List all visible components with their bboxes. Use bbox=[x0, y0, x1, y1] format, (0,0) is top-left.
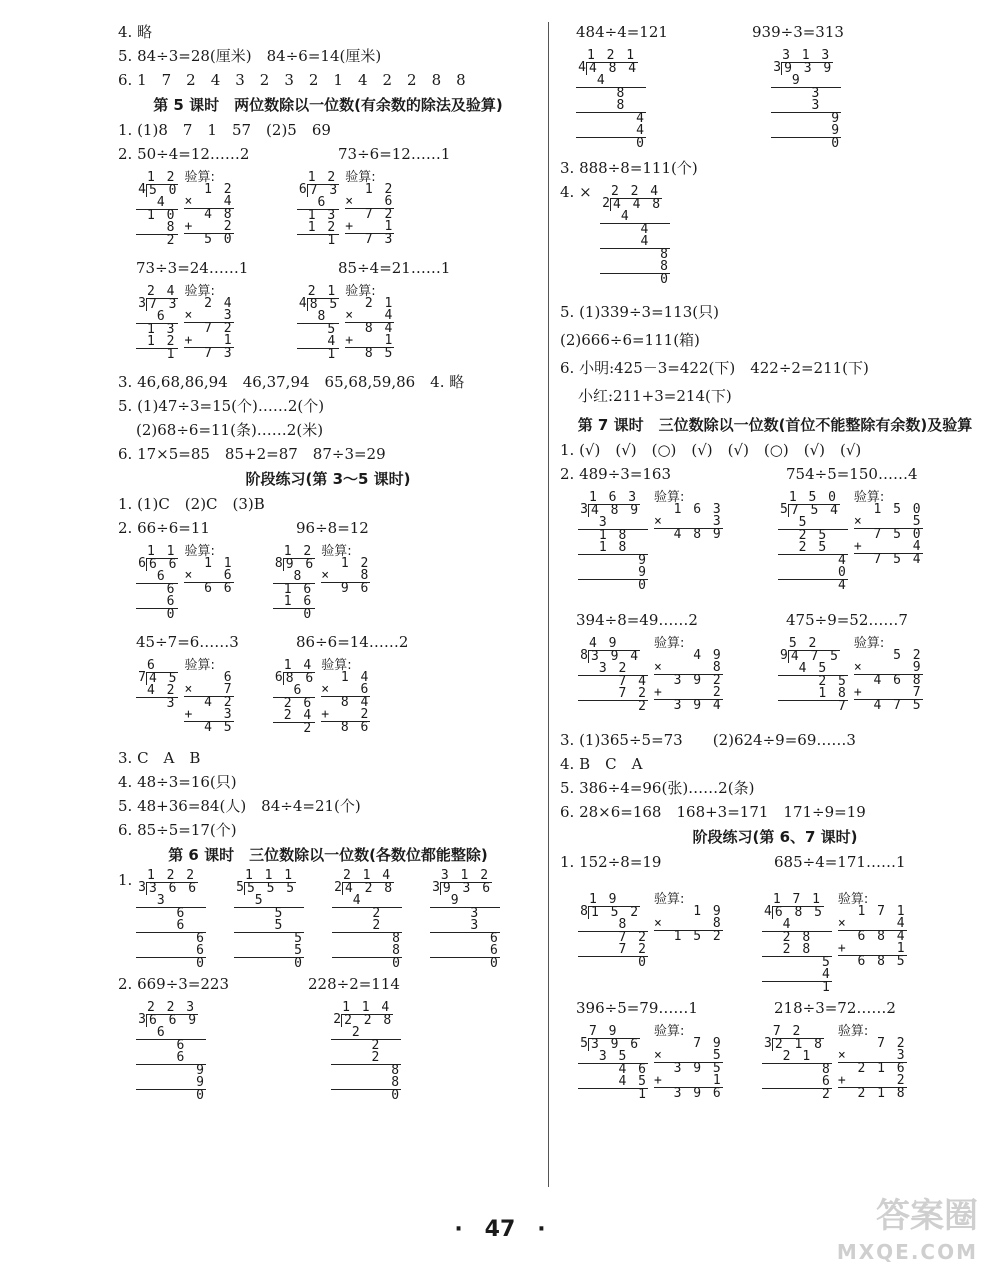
answer-line: 4. 略 bbox=[118, 23, 153, 41]
answer-line: 5. 84÷3=28(厘米) 84÷6=14(厘米) bbox=[118, 47, 382, 65]
answer-line: 6. 28×6=168 168+3=171 171÷9=19 bbox=[560, 803, 866, 821]
answer-line: 5. 386÷4=96(张)……2(条) bbox=[560, 779, 755, 797]
answer-line: 3. C A B bbox=[118, 749, 201, 767]
answer-line: 2. 50÷4=12……2 bbox=[118, 145, 250, 163]
answer-line: 228÷2=114 bbox=[308, 975, 400, 993]
long-division-group: 2 2 3 3 6 6 9 6 6 6 9 9 0 1 1 4 2 2 2 8 2 2 2 8 8 0 bbox=[118, 996, 538, 1106]
long-division-group: 4 9 8 3 9 4 3 2 7 4 7 2 2 验算: 4 9 × 8 3 9 2 + 2 3 9 4 5 2 9 4 7 5 4 5 2 5 1 8 7 验算: 5 2 × 9 4 6 8 + 7 4 7 5 bbox=[560, 632, 990, 728]
answer-line: 73÷6=12……1 bbox=[338, 145, 451, 163]
answer-line: (2)666÷6=111(箱) bbox=[560, 331, 700, 349]
answer-line: 5. 48+36=84(人) 84÷4=21(个) bbox=[118, 797, 361, 815]
left-column bbox=[118, 20, 538, 1106]
answer-line: 小红:211+3=214(下) bbox=[578, 387, 732, 405]
page-number: · 47 · bbox=[454, 1217, 546, 1242]
watermark-logo: 答案圈 MXQE.COM bbox=[836, 1196, 978, 1264]
answer-line: 5. (1)47÷3=15(个)……2(个) bbox=[118, 397, 325, 415]
long-division-group: 1 2 1 4 4 8 4 4 8 8 4 4 0 3 1 3 3 9 3 9 9 3 3 9 9 0 bbox=[560, 44, 990, 156]
answer-line: 4. B C A bbox=[560, 755, 643, 773]
answer-line: 754÷5=150……4 bbox=[786, 465, 918, 483]
section-heading: 第 7 课时 三位数除以一位数(首位不能整除有余数)及验算 bbox=[577, 416, 973, 434]
long-division-group: 4. × 2 2 4 2 4 4 8 4 4 4 8 8 0 bbox=[560, 183, 670, 287]
right-column bbox=[560, 20, 990, 1108]
answer-line: 6. 1 7 2 4 3 2 3 2 1 4 2 2 8 8 bbox=[118, 71, 466, 89]
answer-line: 45÷7=6……3 bbox=[136, 633, 239, 651]
answer-line: 86÷6=14……2 bbox=[296, 633, 409, 651]
column-divider bbox=[548, 22, 549, 1187]
answer-line: 394÷8=49……2 bbox=[576, 611, 698, 629]
long-division-group: 2 4 3 7 3 6 1 3 1 2 1 验算: 2 4 × 3 7 2 + 1 7 3 2 1 4 8 5 8 5 4 1 验算: 2 1 × 4 8 4 + 1 8 5 bbox=[118, 280, 538, 370]
answer-line: 3. 46,68,86,94 46,37,94 65,68,59,86 4. 略 bbox=[118, 373, 465, 391]
answer-line: 1. (1)8 7 1 57 (2)5 69 bbox=[118, 121, 331, 139]
answer-line: 685÷4=171……1 bbox=[774, 853, 906, 871]
answer-line: (2)68÷6=11(条)……2(米) bbox=[136, 421, 324, 439]
long-division-group: 1. 1 2 2 3 3 6 6 3 6 6 6 6 0 1 1 1 5 5 5 5 5 5 5 5 5 0 2 1 4 2 4 2 8 4 2 2 8 8 0 3 1 2 3 9 3 6 9 3 3 6 6 0 bbox=[118, 868, 500, 971]
long-division-group: 1 1 6 6 6 6 6 6 0 验算: 1 1 × 6 6 6 1 2 8 9 6 8 1 6 1 6 0 验算: 1 2 × 8 9 6 bbox=[118, 540, 538, 630]
answer-line: 1. (1)C (2)C (3)B bbox=[118, 495, 265, 513]
long-division-group: 6 7 4 5 4 2 3 验算: 6 × 7 4 2 + 3 4 5 1 4 6 8 6 6 2 6 2 4 2 验算: 1 4 × 6 8 4 + 2 8 6 bbox=[118, 654, 538, 746]
answer-line: 5. (1)339÷3=113(只) bbox=[560, 303, 719, 321]
section-heading: 阶段练习(第 3～5 课时) bbox=[245, 470, 411, 488]
section-heading: 第 6 课时 三位数除以一位数(各数位都能整除) bbox=[168, 846, 488, 864]
section-heading: 第 5 课时 两位数除以一位数(有余数的除法及验算) bbox=[153, 96, 503, 114]
answer-line: 6. 85÷5=17(个) bbox=[118, 821, 237, 839]
long-division-group: 7 9 5 3 9 6 3 5 4 6 4 5 1 验算: 7 9 × 5 3 9 5 + 1 3 9 6 7 2 3 2 1 8 2 1 8 6 2 验算: 7 2 × 3 2 1 6 + 2 2 1 8 bbox=[560, 1020, 990, 1108]
section-heading: 阶段练习(第 6、7 课时) bbox=[692, 828, 858, 846]
answer-line: 2. 489÷3=163 bbox=[560, 465, 672, 483]
answer-line: 396÷5=79……1 bbox=[576, 999, 698, 1017]
long-division-group: 1 6 3 3 4 8 9 3 1 8 1 8 9 9 0 验算: 1 6 3 × 3 4 8 9 1 5 0 5 7 5 4 5 2 5 2 5 4 0 4 验算: 1 5 0 × 5 7 5 0 + 4 7 5 4 bbox=[560, 486, 990, 608]
answer-line: 4. 48÷3=16(只) bbox=[118, 773, 237, 791]
answer-line: 939÷3=313 bbox=[752, 23, 844, 41]
answer-line: 484÷4=121 bbox=[576, 23, 668, 41]
answer-line: 6. 17×5=85 85+2=87 87÷3=29 bbox=[118, 445, 386, 463]
answer-line: 3. 888÷8=111(个) bbox=[560, 159, 698, 177]
answer-line: 1. (√) (√) (○) (√) (√) (○) (√) (√) bbox=[560, 441, 862, 459]
answer-line: 2. 669÷3=223 bbox=[118, 975, 230, 993]
long-division-group: 1 9 8 1 5 2 8 7 2 7 2 0 验算: 1 9 × 8 1 5 2 1 7 1 4 6 8 5 4 2 8 2 8 5 4 1 验算: 1 7 1 × 4 6 8 4 + 1 6 8 5 bbox=[560, 874, 990, 996]
answer-line: 6. 小明:425－3=422(下) 422÷2=211(下) bbox=[560, 359, 869, 377]
answer-line: 218÷3=72……2 bbox=[774, 999, 896, 1017]
answer-line: 1. 152÷8=19 bbox=[560, 853, 662, 871]
long-division-group: 1 2 4 5 0 4 1 0 8 2 验算: 1 2 × 4 4 8 + 2 5 0 1 2 6 7 3 6 1 3 1 2 1 验算: 1 2 × 6 7 2 + 1 7 3 bbox=[118, 166, 538, 256]
answer-line: 73÷3=24……1 bbox=[136, 259, 249, 277]
answer-line: 96÷8=12 bbox=[296, 519, 369, 537]
answer-line: 3. (1)365÷5=73 (2)624÷9=69……3 bbox=[560, 731, 856, 749]
answer-line: 475÷9=52……7 bbox=[786, 611, 908, 629]
answer-line: 2. 66÷6=11 bbox=[118, 519, 210, 537]
answer-line: 85÷4=21……1 bbox=[338, 259, 451, 277]
